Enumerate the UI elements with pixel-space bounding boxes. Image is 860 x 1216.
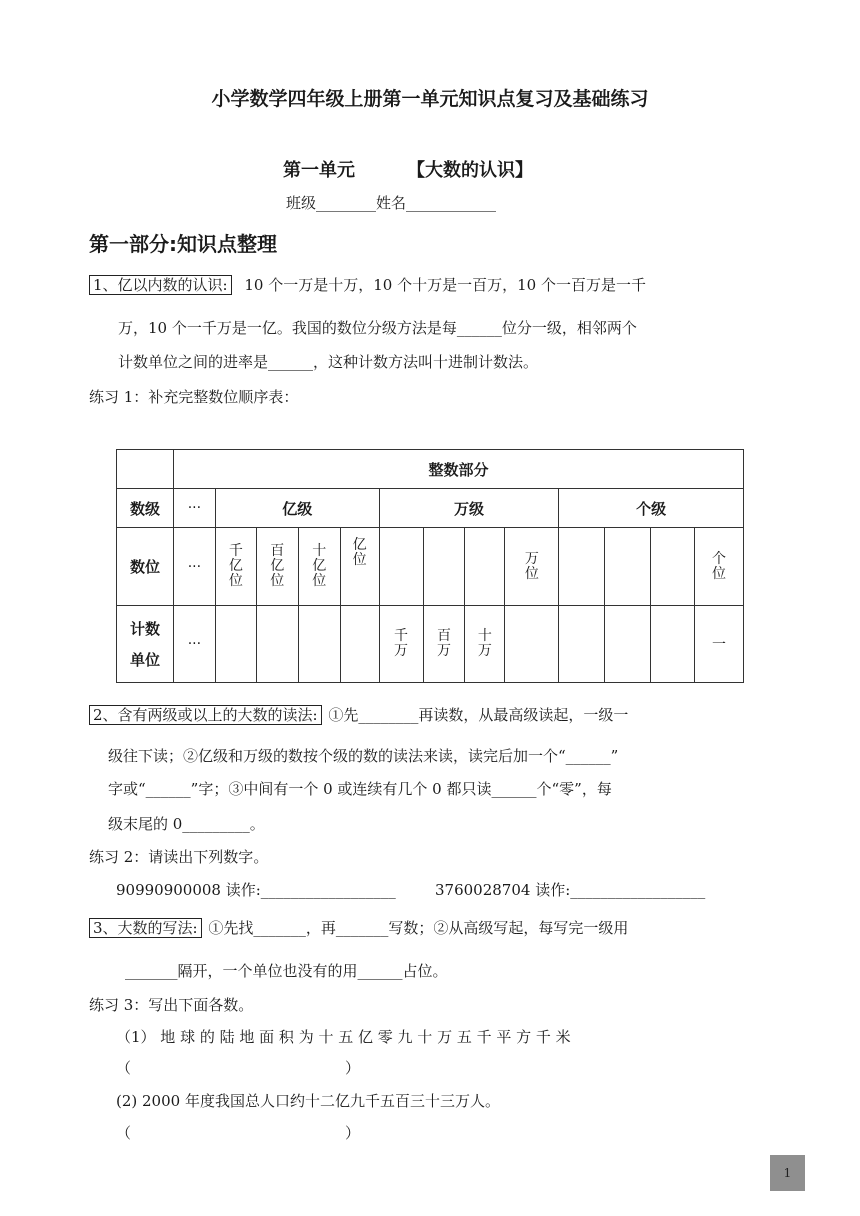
place-ge: 个位 <box>711 550 726 582</box>
unit-yi: 一 <box>694 606 743 683</box>
place-shiyi: 十亿位 <box>312 543 327 589</box>
section1-first-line <box>89 274 646 295</box>
section2-text-2: 级往下读；②亿级和万级的数按个级的数的读法来读，读完后加一个“______” <box>108 747 619 765</box>
level-ge: 个级 <box>559 489 744 528</box>
place-qianyi: 千亿位 <box>228 543 243 589</box>
section3-text-2: _______隔开，一个单位也没有的用______占位。 <box>125 962 448 980</box>
row-label-unit-b: 单位 <box>129 651 160 669</box>
unit-qianwan: 千万 <box>394 628 409 659</box>
section2-text-1: ①先________再读数，从最高级读起，一级一 <box>328 706 629 724</box>
section2-heading: 2、含有两级或以上的大数的读法: <box>89 705 322 725</box>
page-number-badge: 1 <box>770 1155 805 1191</box>
answer2-paren-open: （ <box>116 1124 132 1142</box>
section3-text-1: ①先找_______，再_______写数；②从高级写起，每写完一级用 <box>208 919 629 937</box>
exercise3-question1: （1） 地 球 的 陆 地 面 积 为 十 五 亿 零 九 十 万 五 千 平 方 千 米 <box>116 1028 571 1046</box>
place-wan: 万位 <box>524 550 539 582</box>
unit-baiwan: 百万 <box>436 628 451 659</box>
exercise2-item1: 90990900008 读作:__________________ <box>116 881 396 899</box>
header-integer-part: 整数部分 <box>173 450 743 489</box>
exercise3-question2: (2) 2000 年度我国总人口约十二亿九千五百三十三万人。 <box>116 1092 500 1110</box>
section1-text-2: 万，10 个一千万是一亿。我国的数位分级方法是每______位分一级，相邻两个 <box>118 319 637 337</box>
answer2-paren-close: ） <box>345 1124 361 1142</box>
level-wan: 万级 <box>379 489 559 528</box>
row-label-unit <box>117 606 174 683</box>
document-title: 小学数学四年级上册第一单元知识点复习及基础练习 <box>211 88 649 110</box>
row-label-unit-a: 计数 <box>129 620 160 638</box>
exercise2-title: 练习 2：请读出下列数字。 <box>89 848 269 866</box>
section2-text-4: 级末尾的 0_________。 <box>108 815 265 833</box>
answer1-paren-open: （ <box>116 1059 132 1077</box>
dots-cell: ··· <box>173 606 215 683</box>
answer1-paren-close: ） <box>345 1059 361 1077</box>
unit-title: 第一单元 <box>283 160 355 181</box>
exercise1-title: 练习 1：补充完整数位顺序表： <box>89 388 299 406</box>
section1-text-1: 10 个一万是十万，10 个十万是一百万，10 个一百万是一千 <box>244 276 646 294</box>
section3-heading: 3、大数的写法: <box>89 918 202 938</box>
dots-cell: ··· <box>173 528 215 606</box>
unit-subtitle: 【大数的认识】 <box>407 160 533 181</box>
unit-shiwan: 十万 <box>477 628 492 659</box>
section1-heading: 1、亿以内数的认识: <box>89 275 232 295</box>
section3-first-line <box>89 917 628 938</box>
row-label-level: 数级 <box>117 489 174 528</box>
exercise3-title: 练习 3：写出下面各数。 <box>89 996 254 1014</box>
exercise2-item2: 3760028704 读作:__________________ <box>435 881 706 899</box>
section1-text-3: 计数单位之间的进率是______，这种计数方法叫十进制计数法。 <box>118 353 539 371</box>
section2-first-line <box>89 704 628 725</box>
place-baiyi: 百亿位 <box>270 543 285 589</box>
class-name-line: 班级________姓名____________ <box>286 194 497 212</box>
section2-text-3: 字或“______”字；③中间有一个 0 或连续有几个 0 都只读______个“零”，每 <box>108 780 612 798</box>
dots-cell: ··· <box>173 489 215 528</box>
place-yi: 亿位 <box>352 537 367 568</box>
row-label-place: 数位 <box>117 528 174 606</box>
level-yi: 亿级 <box>215 489 379 528</box>
part-one-title: 第一部分:知识点整理 <box>89 232 277 256</box>
place-value-table <box>116 449 744 683</box>
